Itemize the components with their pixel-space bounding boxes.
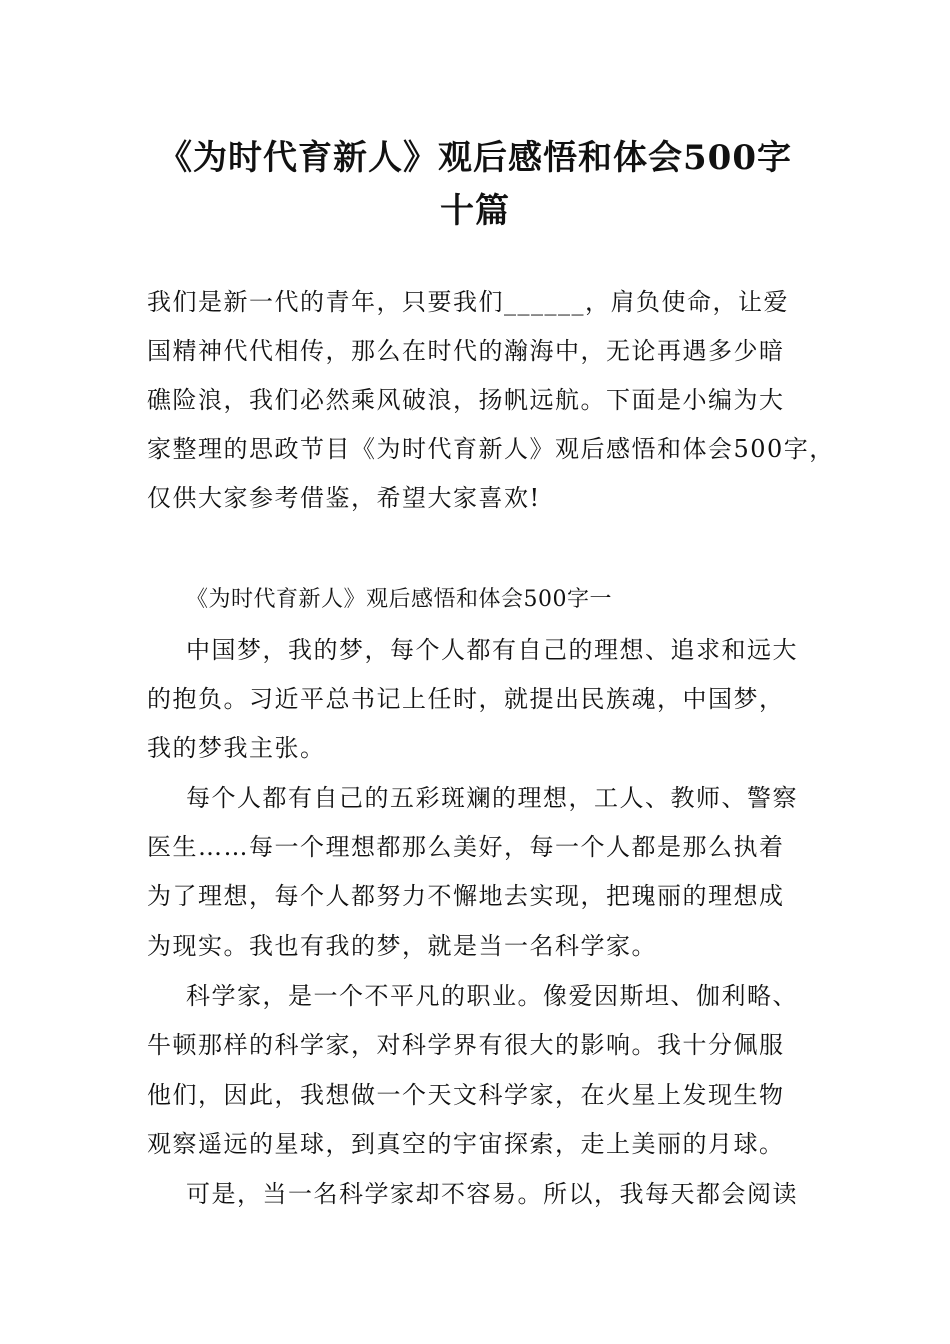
paragraph-line: 我的梦我主张。 — [147, 734, 326, 762]
paragraph-line: 他们，因此，我想做一个天文科学家，在火星上发现生物 — [147, 1081, 785, 1109]
paragraph-line: 为现实。我也有我的梦，就是当一名科学家。 — [147, 932, 657, 960]
intro-line: 我们是新一代的青年，只要我们______，肩负使命，让爱 — [147, 288, 789, 316]
paragraph-line: 为了理想，每个人都努力不懈地去实现，把瑰丽的理想成 — [147, 882, 785, 910]
paragraph-line: 每个人都有自己的五彩斑斓的理想，工人、教师、警察 — [186, 784, 798, 812]
paragraph-line: 牛顿那样的科学家，对科学界有很大的影响。我十分佩服 — [147, 1031, 785, 1059]
intro-line: 礁险浪，我们必然乘风破浪，扬帆远航。下面是小编为大 — [147, 386, 785, 414]
paragraph-line: 的抱负。习近平总书记上任时，就提出民族魂，中国梦， — [147, 685, 785, 713]
intro-line: 国精神代代相传，那么在时代的瀚海中，无论再遇多少暗 — [147, 337, 785, 365]
document-title-line-2: 十篇 — [440, 191, 510, 231]
intro-line: 家整理的思政节目《为时代育新人》观后感悟和体会500字， — [147, 435, 835, 463]
paragraph-line: 观察遥远的星球，到真空的宇宙探索，走上美丽的月球。 — [147, 1130, 785, 1158]
document-title-line-1: 《为时代育新人》观后感悟和体会500字 — [158, 138, 792, 178]
paragraph-line: 中国梦，我的梦，每个人都有自己的理想、追求和远大 — [186, 636, 798, 664]
paragraph-line: 医生……每一个理想都那么美好，每一个人都是那么执着 — [147, 833, 785, 861]
paragraph-line: 科学家，是一个不平凡的职业。像爱因斯坦、伽利略、 — [186, 982, 798, 1010]
section-heading: 《为时代育新人》观后感悟和体会500字一 — [186, 587, 612, 612]
paragraph-line: 可是，当一名科学家却不容易。所以，我每天都会阅读 — [186, 1180, 798, 1208]
intro-line: 仅供大家参考借鉴，希望大家喜欢! — [147, 484, 541, 512]
